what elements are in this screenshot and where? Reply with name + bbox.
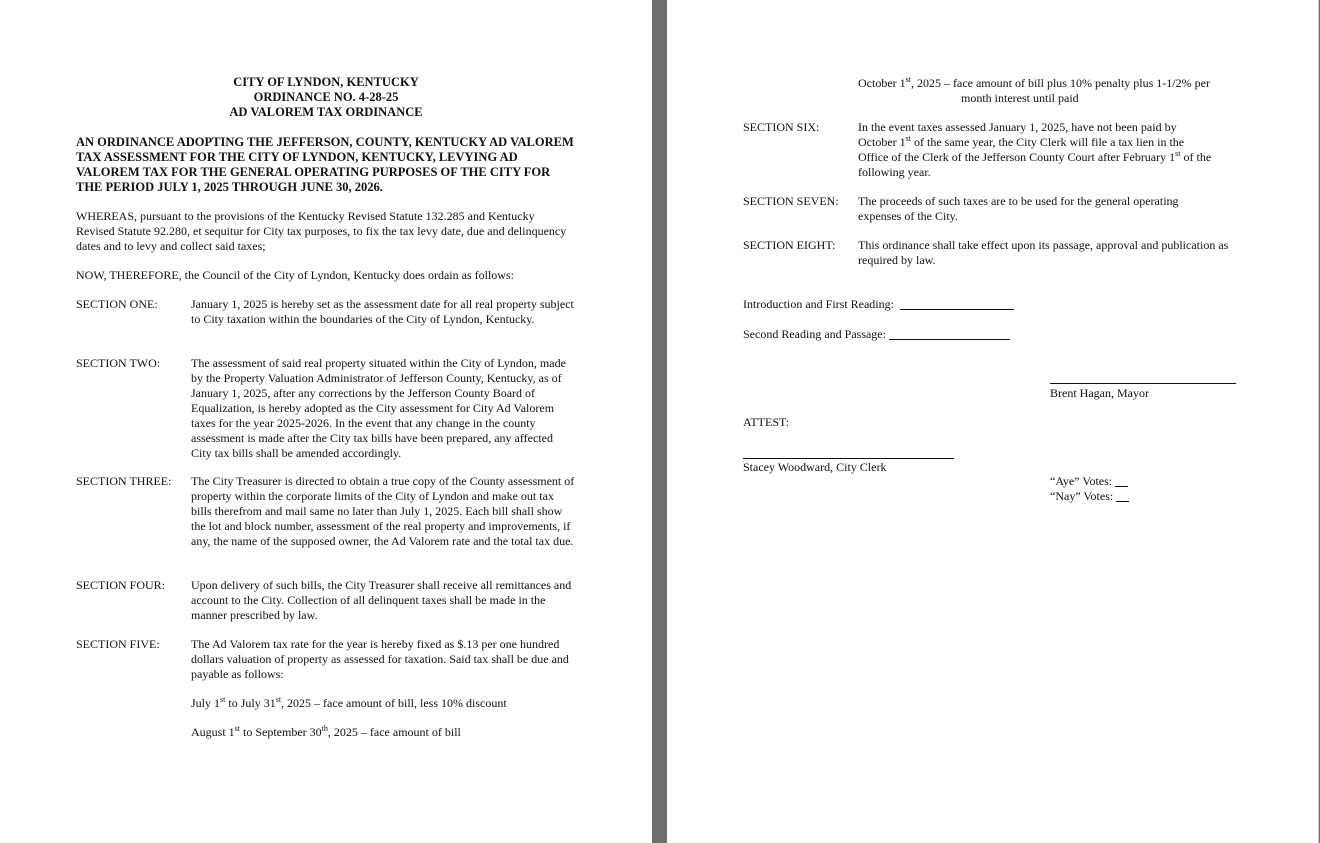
section-four-text: Upon delivery of such bills, the City Treasurer shall receive all remittances and account to the City. Collection of all delinquent taxes shall be made in the manner prescribed by law. xyxy=(191,578,572,622)
section-seven-label: SECTION SEVEN: xyxy=(743,194,839,208)
document-page-2 xyxy=(667,0,1319,843)
section-six-label: SECTION SIX: xyxy=(743,120,820,134)
schedule-october-cont: month interest until paid xyxy=(961,91,1079,105)
section-two-label: SECTION TWO: xyxy=(76,356,161,370)
attest-label: ATTEST: xyxy=(743,415,790,429)
nay-votes-label: “Nay” Votes: xyxy=(1050,489,1114,503)
section-eight-text: This ordinance shall take effect upon its passage, approval and publication as required by law. xyxy=(858,238,1229,267)
second-reading-blank xyxy=(889,327,1010,340)
section-three-label: SECTION THREE: xyxy=(76,474,172,488)
section-three-text: The City Treasurer is directed to obtain a true copy of the County assessment of property within the corporate limits of the City of Lyndon and make out tax bills therefrom and mail same no later than July 1, 2025. Each bill shall show the lot and block number, assessment of the real property and improvements, if any, the name of the supposed owner, the Ad Valorem rate and the total tax due. xyxy=(191,474,575,548)
section-four-label: SECTION FOUR: xyxy=(76,578,166,592)
section-seven-text: The proceeds of such taxes are to be used for the general operating expenses of the City. xyxy=(858,194,1179,223)
section-six-line-3: Office of the Clerk of the Jefferson County Court after February 1st of the xyxy=(858,149,1212,164)
ordinance-heading: AN ORDINANCE ADOPTING THE JEFFERSON, COUNTY, KENTUCKY AD VALOREM TAX ASSESSMENT FOR THE CITY OF LYNDON, KENTUCKY, LEVYING AD VALOREM TAX FOR THE GENERAL OPERATING PURPOSES OF THE CITY FOR THE PERIOD JULY 1, 2025 THROUGH JUNE 30, 2026. xyxy=(76,135,574,194)
first-reading-row xyxy=(743,297,1014,312)
section-one-label: SECTION ONE: xyxy=(76,297,158,311)
section-one-text: January 1, 2025 is hereby set as the assessment date for all real property subject to City taxation within the boundaries of the City of Lyndon, Kentucky. xyxy=(191,297,574,326)
schedule-october: October 1st, 2025 – face amount of bill plus 10% penalty plus 1-1/2% per xyxy=(858,75,1210,90)
section-two-text: The assessment of said real property situated within the City of Lyndon, made by the Property Valuation Administrator of Jefferson County, Kentucky, as of January 1, 2025, after any corrections by the Jefferson County Board of Equalization, is hereby adopted as the City assessment for City Ad Valorem taxes for the year 2025-2026. In the event that any change in the county assessment is made after the City tax bills have been prepared, any affected City tax bills shall be amended accordingly. xyxy=(191,356,566,460)
aye-votes-label: “Aye” Votes: xyxy=(1050,474,1113,488)
mayor-name: Brent Hagan, Mayor xyxy=(1050,386,1149,400)
whereas-clause: WHEREAS, pursuant to the provisions of the Kentucky Revised Statute 132.285 and Kentucky Revised Statute 92.280, et sequitur for City tax purposes, to fix the tax levy date, due and delinquency dates and to levy and collect said taxes; xyxy=(76,209,567,253)
now-therefore-clause: NOW, THEREFORE, the Council of the City of Lyndon, Kentucky does ordain as follows: xyxy=(76,268,514,282)
document-page-1 xyxy=(0,0,652,843)
aye-votes-row xyxy=(1050,474,1128,489)
first-reading-label: Introduction and First Reading: xyxy=(743,297,894,311)
aye-votes-blank xyxy=(1115,474,1128,487)
clerk-name: Stacey Woodward, City Clerk xyxy=(743,460,887,474)
schedule-august: August 1st to September 30th, 2025 – face amount of bill xyxy=(191,724,461,739)
second-reading-label: Second Reading and Passage: xyxy=(743,327,886,341)
schedule-july: July 1st to July 31st, 2025 – face amount of bill, less 10% discount xyxy=(191,695,507,710)
section-six-line-1: In the event taxes assessed January 1, 2025, have not been paid by xyxy=(858,120,1177,134)
section-five-label: SECTION FIVE: xyxy=(76,637,160,651)
title-line-2: ORDINANCE NO. 4-28-25 xyxy=(253,90,399,104)
section-six-line-2: October 1st of the same year, the City Clerk will file a tax lien in the xyxy=(858,134,1185,149)
section-five-text: The Ad Valorem tax rate for the year is hereby fixed as $.13 per one hundred dollars valuation of property as assessed for taxation. Said tax shall be due and payable as follows: xyxy=(191,637,569,681)
first-reading-blank xyxy=(900,297,1014,310)
title-line-3: AD VALOREM TAX ORDINANCE xyxy=(229,105,423,119)
title-line-1: CITY OF LYNDON, KENTUCKY xyxy=(233,75,419,89)
clerk-signature-line xyxy=(743,458,954,459)
nay-votes-row xyxy=(1050,489,1129,504)
mayor-signature-line xyxy=(1050,383,1236,384)
second-reading-row xyxy=(743,327,1010,342)
nay-votes-blank xyxy=(1116,489,1129,502)
section-six-line-4: following year. xyxy=(858,165,931,179)
section-eight-label: SECTION EIGHT: xyxy=(743,238,836,252)
